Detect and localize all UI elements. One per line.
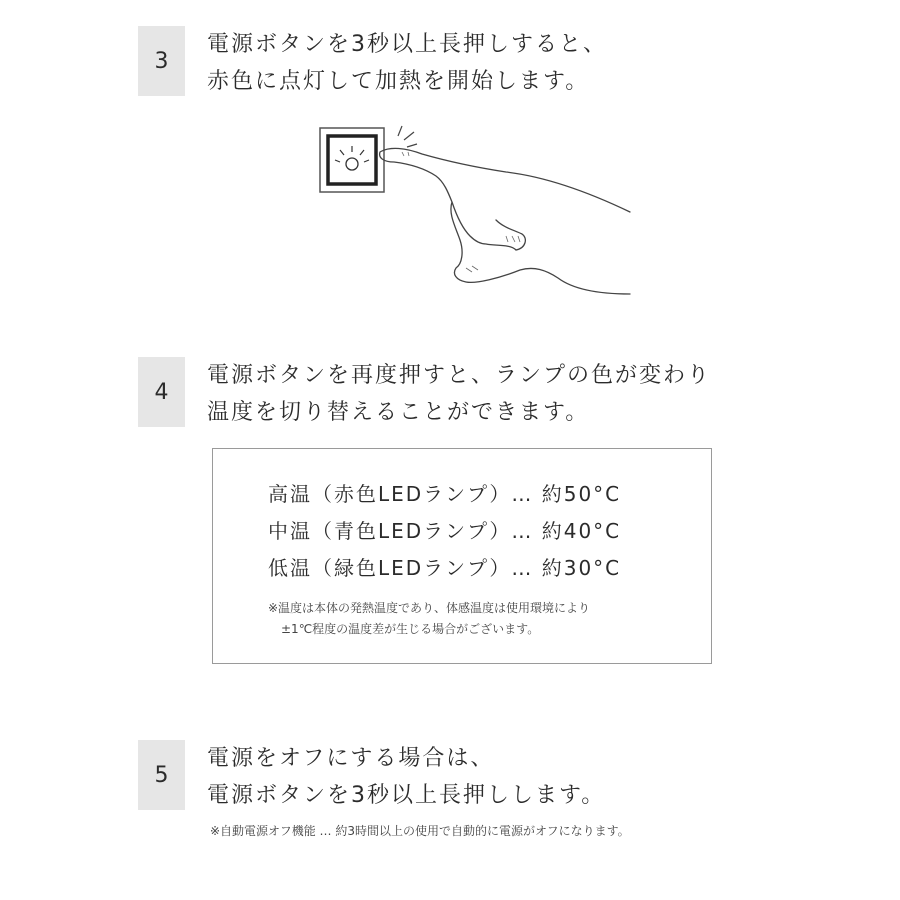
step-3-line-2: 赤色に点灯して加熱を開始します。 [207,69,590,94]
step-number-5: 5 [138,740,185,810]
auto-off-note: ※自動電源オフ機能 … 約3時間以上の使用で自動的に電源がオフになります。 [210,824,630,838]
finger-pressing-power-button-icon [310,118,640,298]
temperature-mode-medium: 中温（青色LEDランプ）… 約40°C [268,519,622,543]
step-4-line-2: 温度を切り替えることができます。 [207,400,590,425]
step-number-4: 4 [138,357,185,427]
step-4-text [207,357,711,431]
step-4-line-1: 電源ボタンを再度押すと、ランプの色が変わり [207,363,712,388]
temperature-mode-high: 高温（赤色LEDランプ）… 約50°C [268,482,622,506]
step-3-text [207,26,607,100]
step-5-line-2: 電源ボタンを3秒以上長押しします。 [207,783,606,808]
temperature-mode-low: 低温（緑色LEDランプ）… 約30°C [268,556,622,580]
temperature-modes-box [212,448,712,664]
temperature-note [268,598,590,640]
temperature-note-line-1: ※温度は本体の発熱温度であり、体感温度は使用環境により [268,601,591,615]
step-number-3: 3 [138,26,185,96]
step-3-line-1: 電源ボタンを3秒以上長押しすると、 [207,32,607,57]
step-5-text [207,740,605,814]
temperature-mode-list [268,476,621,587]
step-5-line-1: 電源をオフにする場合は、 [207,746,495,771]
temperature-note-line-2: ±1℃程度の温度差が生じる場合がございます。 [281,622,540,636]
